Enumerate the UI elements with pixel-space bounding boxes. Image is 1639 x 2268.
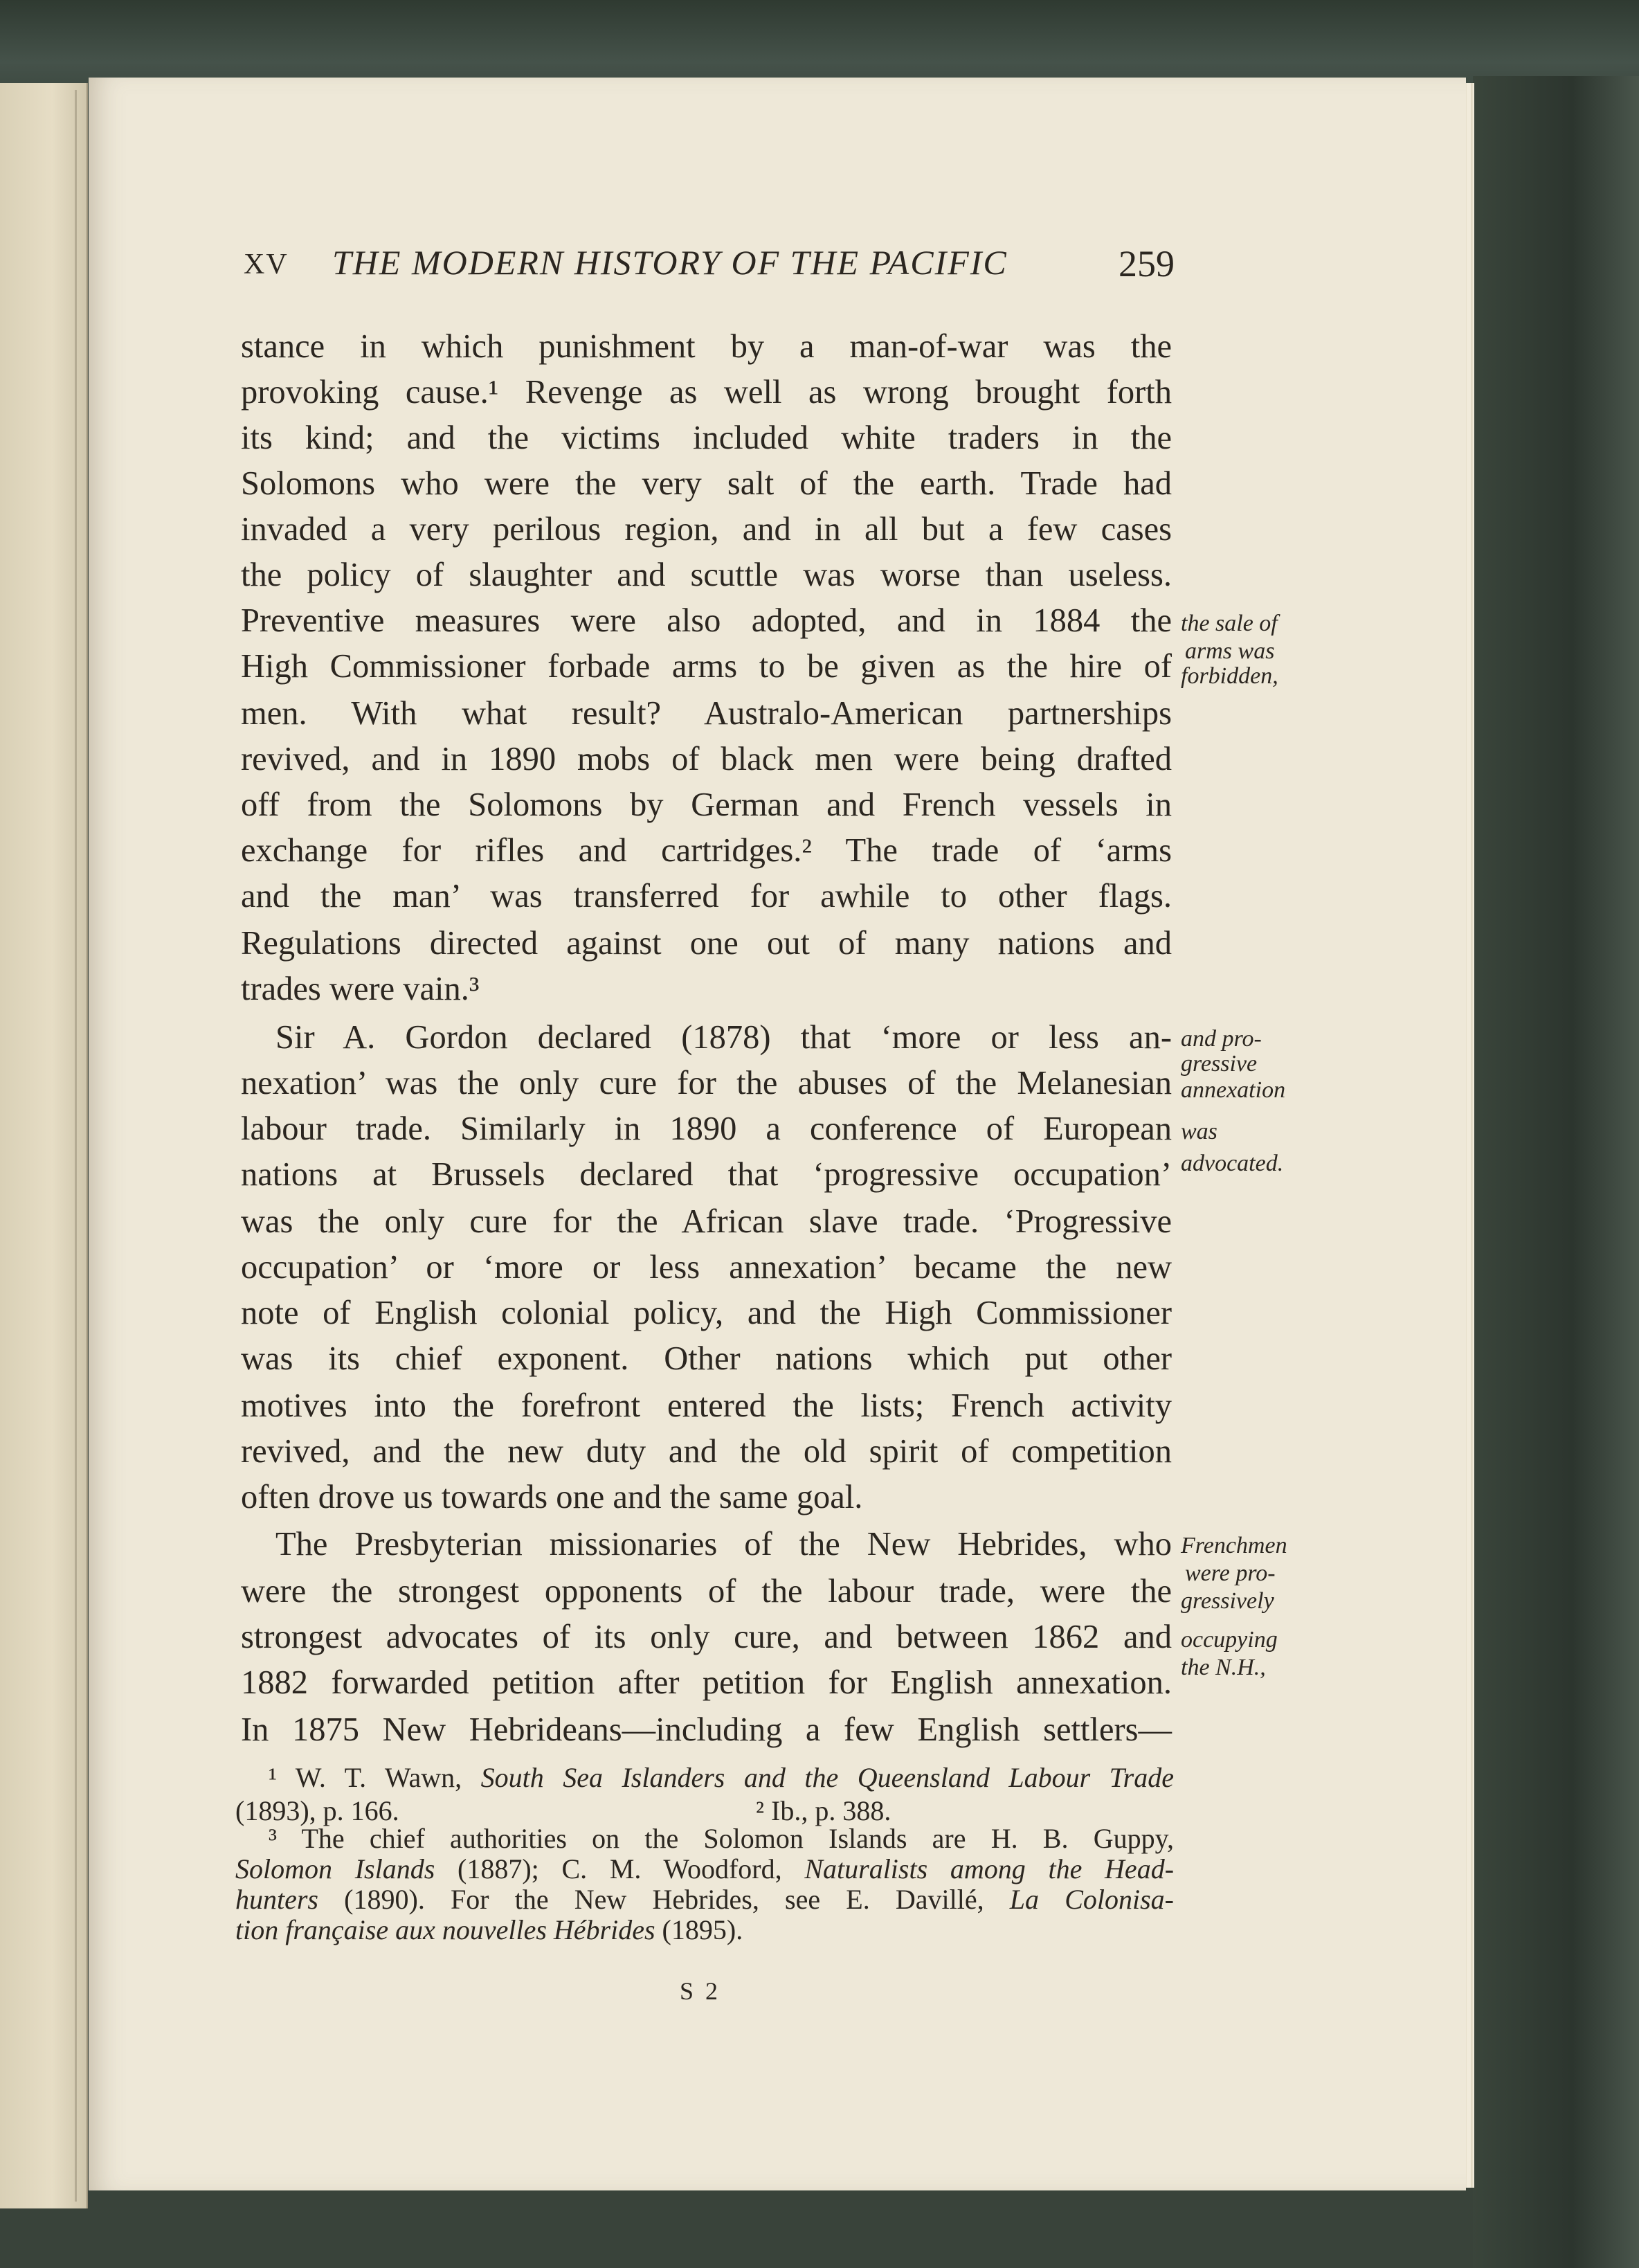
body-line: its kind; and the victims included white traders in the — [241, 420, 1172, 456]
body-line: was the only cure for the African slave trade. ‘Progressive — [241, 1203, 1172, 1240]
body-line: revived, and the new duty and the old spirit of competition — [241, 1433, 1172, 1470]
chapter-number: XV — [244, 249, 289, 280]
body-line: the policy of slaughter and scuttle was worse than useless. — [241, 557, 1172, 593]
footnote-title: Solomon Islands — [235, 1853, 458, 1884]
footnote-text: (1887); C. M. Woodford, — [458, 1853, 805, 1884]
body-line: invaded a very perilous region, and in all but a few cases — [241, 511, 1172, 548]
body-line: stance in which punishment by a man-of-war was the — [241, 328, 1172, 365]
footnote-3: ³ The chief authorities on the Solomon Islands are H. B. Guppy, — [269, 1823, 1174, 1854]
body-line: trades were vain.³ — [241, 971, 480, 1007]
margin-note-line: were pro- — [1185, 1560, 1276, 1586]
footnote-text: (1893), p. 166. — [235, 1795, 399, 1826]
body-line: The Presbyterian missionaries of the New Hebrides, who — [275, 1526, 1172, 1563]
body-line: were the strongest opponents of the labour trade, were the — [241, 1573, 1172, 1610]
body-line: labour trade. Similarly in 1890 a conference of European — [241, 1110, 1172, 1147]
body-line: nexation’ was the only cure for the abuses of the Melanesian — [241, 1065, 1172, 1101]
body-line: strongest advocates of its only cure, and between 1862 and — [241, 1619, 1172, 1655]
gutter-line — [75, 90, 77, 2202]
footnote-2: ² Ib., p. 388. — [756, 1795, 891, 1826]
margin-note-line: Frenchmen — [1181, 1533, 1287, 1558]
body-line: Sir A. Gordon declared (1878) that ‘more or less an- — [275, 1019, 1172, 1056]
body-line: Regulations directed against one out of many nations and — [241, 925, 1172, 962]
body-line: High Commissioner forbade arms to be given as the hire of — [241, 648, 1172, 685]
body-line: occupation’ or ‘more or less annexation’ became the new — [241, 1249, 1172, 1286]
footnote-1 — [235, 1763, 1174, 1793]
book-cover-right — [1473, 76, 1639, 2268]
footnote-text: (1890). For the New Hebrides, see E. Davillé, — [344, 1884, 1010, 1915]
margin-note-line: and pro- — [1181, 1026, 1262, 1052]
body-line: In 1875 New Hebrideans—including a few English settlers— — [241, 1711, 1172, 1748]
footnote-3-cont — [235, 1915, 1174, 1945]
footnote-title: South Sea Islanders and the Queensland Labour Trade — [480, 1762, 1175, 1793]
signature-mark: S 2 — [680, 1977, 721, 2005]
footnote-1-cont — [235, 1796, 1174, 1826]
body-line: nations at Brussels declared that ‘progressive occupation’ — [241, 1156, 1172, 1193]
page-number: 259 — [1119, 243, 1175, 285]
body-line: provoking cause.¹ Revenge as well as wrong brought forth — [241, 374, 1172, 411]
margin-note-line: the sale of — [1181, 611, 1278, 636]
footnote-title: hunters — [235, 1884, 345, 1915]
margin-note-line: advocated. — [1181, 1151, 1284, 1176]
body-line: motives into the forefront entered the lists; French activity — [241, 1387, 1172, 1424]
margin-note-line: gressive — [1181, 1051, 1258, 1077]
body-line: often drove us towards one and the same goal. — [241, 1479, 863, 1515]
body-line: note of English colonial policy, and the High Commissioner — [241, 1295, 1172, 1331]
running-title: THE MODERN HISTORY OF THE PACIFIC — [332, 243, 1008, 282]
running-header — [244, 242, 1175, 291]
body-line: men. With what result? Australo-American partnerships — [241, 695, 1172, 732]
body-line: Solomons who were the very salt of the earth. Trade had — [241, 465, 1172, 502]
margin-note-line: the N.H., — [1181, 1655, 1266, 1680]
margin-note-line: annexation — [1181, 1077, 1286, 1103]
body-line: off from the Solomons by German and French vessels in — [241, 786, 1172, 823]
body-line: 1882 forwarded petition after petition for English annexation. — [241, 1664, 1172, 1701]
footnote-text: (1895). — [662, 1914, 743, 1945]
body-line: revived, and in 1890 mobs of black men were being drafted — [241, 741, 1172, 777]
margin-note-line: occupying — [1181, 1627, 1278, 1653]
footnote-text: ¹ W. T. Wawn, — [269, 1762, 481, 1793]
footnote-3-cont — [235, 1884, 1174, 1915]
body-line: was its chief exponent. Other nations which put other — [241, 1340, 1172, 1377]
body-line: and the man’ was transferred for awhile to other flags. — [241, 878, 1172, 915]
body-line: exchange for rifles and cartridges.² The trade of ‘arms — [241, 832, 1172, 869]
margin-note-line: gressively — [1181, 1588, 1274, 1614]
body-line: Preventive measures were also adopted, and in 1884 the — [241, 602, 1172, 639]
footnote-title: tion française aux nouvelles Hébrides — [235, 1914, 662, 1945]
footnote-title: Naturalists among the Head- — [804, 1853, 1175, 1884]
margin-note-line: forbidden, — [1181, 663, 1278, 689]
footnote-3-cont — [235, 1854, 1174, 1884]
margin-note-line: arms was — [1185, 638, 1275, 664]
footnote-title: La Colonisa- — [1009, 1884, 1174, 1915]
margin-note-line: was — [1181, 1119, 1217, 1144]
